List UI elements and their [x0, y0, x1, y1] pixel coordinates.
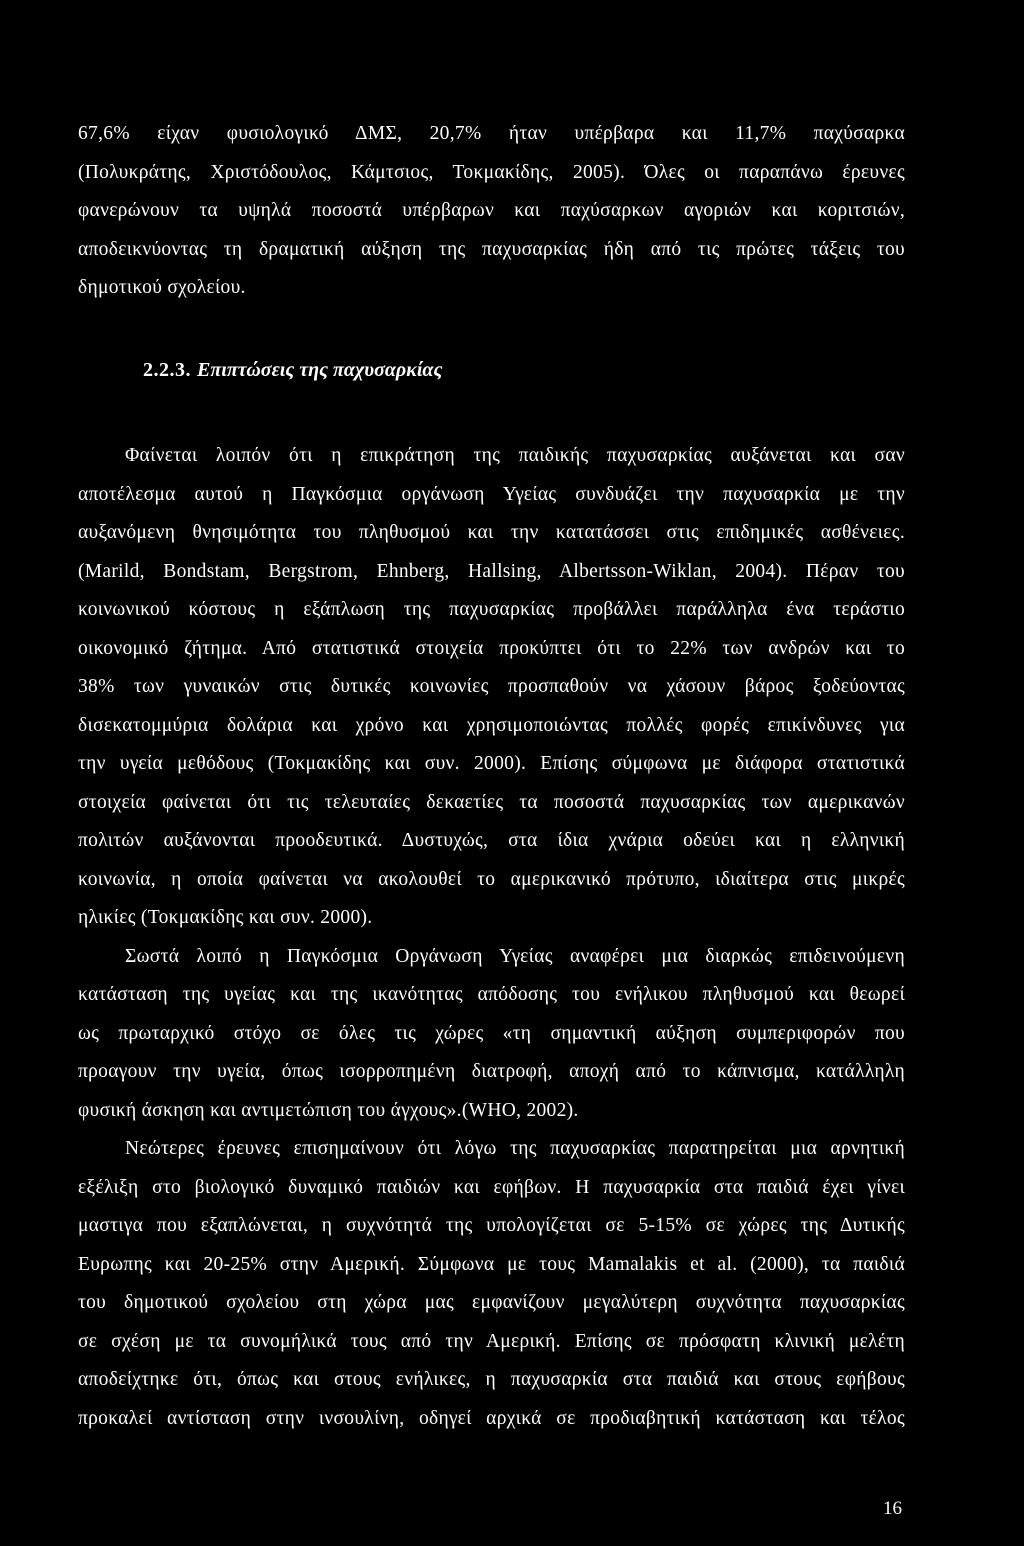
text-line: Ευρωπης και 20-25% στην Αμερική. Σύμφωνα με τους Mamalakis et al. (2000), τα παιδιά: [78, 1253, 905, 1275]
paragraph-3: [78, 938, 905, 1131]
text-line: σε σχέση με τα συνομήλικά τους από την Αμερική. Επίσης σε πρόσφατη κλινική μελέτη: [78, 1330, 905, 1352]
text-line: φυσική άσκηση και αντιμετώπιση του άγχους».(WHO, 2002).: [78, 1099, 579, 1121]
text-line: (Marild, Bondstam, Bergstrom, Ehnberg, Hallsing, Albertsson-Wiklan, 2004). Πέραν του: [78, 560, 905, 582]
section-heading: [143, 359, 442, 382]
text-line: (Πολυκράτης, Χριστόδουλος, Κάμτσιος, Τοκμακίδης, 2005). Όλες οι παραπάνω έρευνες: [78, 161, 905, 183]
paragraph-2: [78, 437, 905, 938]
text-line: Σωστά λοιπό η Παγκόσμια Οργάνωση Υγείας αναφέρει μια διαρκώς επιδεινούμενη: [125, 945, 905, 967]
text-line: στοιχεία φαίνεται ότι τις τελευταίες δεκαετίες τα ποσοστά παχυσαρκίας των αμερικανών: [78, 791, 905, 813]
text-line: μαστιγα που εξαπλώνεται, η συχνότητά της υπολογίζεται σε 5-15% σε χώρες της Δυτικής: [78, 1215, 905, 1236]
text-line: προαγουν την υγεία, όπως ισορροπημένη διατροφή, αποχή από το κάπνισμα, κατάλληλη: [78, 1061, 905, 1082]
text-line: φανερώνουν τα υψηλά ποσοστά υπέρβαρων και παχύσαρκων αγοριών και κοριτσιών,: [78, 200, 905, 221]
text-line: αποδείχτηκε ότι, όπως και στους ενήλικες, η παχυσαρκία στα παιδιά και στους εφήβους: [78, 1369, 905, 1390]
text-line: οικονομικό ζήτημα. Από στατιστικά στοιχεία προκύπτει ότι το 22% των ανδρών και το: [78, 637, 905, 659]
paragraph-4: [78, 1130, 905, 1438]
text-line: δισεκατομμύρια δολάρια και χρόνο και χρησιμοποιώντας πολλές φορές επικίνδυνες για: [78, 714, 905, 736]
text-line: αποδεικνύοντας τη δραματική αύξηση της παχυσαρκίας ήδη από τις πρώτες τάξεις του: [78, 238, 905, 260]
text-line: Νεώτερες έρευνες επισημαίνουν ότι λόγω της παχυσαρκίας παρατηρείται μια αρνητική: [125, 1138, 905, 1159]
text-line: αυξανόμενη θνησιμότητα του πληθυσμού και την κατατάσσει στις επιδημικές ασθένειες.: [78, 522, 905, 543]
page-number: 16: [883, 1498, 902, 1519]
text-line: κατάσταση της υγείας και της ικανότητας απόδοσης του ενήλικου πληθυσμού και θεωρεί: [78, 984, 905, 1005]
body-text: [78, 437, 905, 1438]
text-line: αποτέλεσμα αυτού η Παγκόσμια οργάνωση Υγείας συνδυάζει την παχυσαρκία με την: [78, 483, 905, 505]
text-line: του δημοτικού σχολείου στη χώρα μας εμφανίζουν μεγαλύτερη συχνότητα παχυσαρκίας: [78, 1292, 905, 1313]
text-line: την υγεία μεθόδους (Τοκμακίδης και συν. 2000). Επίσης σύμφωνα με διάφορα στατιστικά: [78, 753, 905, 774]
text-line: ως πρωταρχικό στόχο σε όλες τις χώρες «τη σημαντική αύξηση συμπεριφορών που: [78, 1022, 905, 1044]
text-line: δημοτικού σχολείου.: [78, 277, 246, 298]
text-line: προκαλεί αντίσταση στην ινσουλίνη, οδηγεί αρχικά σε προδιαβητική κατάσταση και τέλος: [78, 1407, 905, 1429]
text-line: 38% των γυναικών στις δυτικές κοινωνίες προσπαθούν να χάσουν βάρος ξοδεύοντας: [78, 676, 905, 697]
text-line: πολιτών αυξάνονται προοδευτικά. Δυστυχώς, στα ίδια χνάρια οδεύει και η ελληνική: [78, 830, 905, 851]
text-line: κοινωνικού κόστους η εξάπλωση της παχυσαρκίας προβάλλει παράλληλα ένα τεράστιο: [78, 599, 905, 620]
text-line: εξέλιξη στο βιολογικό δυναμικό παιδιών και εφήβων. Η παχυσαρκία στα παιδιά έχει γίνει: [78, 1176, 905, 1198]
paragraph-1: [78, 115, 905, 308]
text-line: 67,6% είχαν φυσιολογικό ΔΜΣ, 20,7% ήταν υπέρβαρα και 11,7% παχύσαρκα: [78, 123, 905, 144]
section-number: 2.2.3.: [143, 359, 191, 381]
text-line: Φαίνεται λοιπόν ότι η επικράτηση της παιδικής παχυσαρκίας αυξάνεται και σαν: [125, 445, 905, 466]
text-line: ηλικίες (Τοκμακίδης και συν. 2000).: [78, 907, 373, 928]
text-line: κοινωνία, η οποία φαίνεται να ακολουθεί το αμερικανικό πρότυπο, ιδιαίτερα στις μικρές: [78, 868, 905, 890]
section-title: Επιπτώσεις της παχυσαρκίας: [197, 359, 443, 381]
